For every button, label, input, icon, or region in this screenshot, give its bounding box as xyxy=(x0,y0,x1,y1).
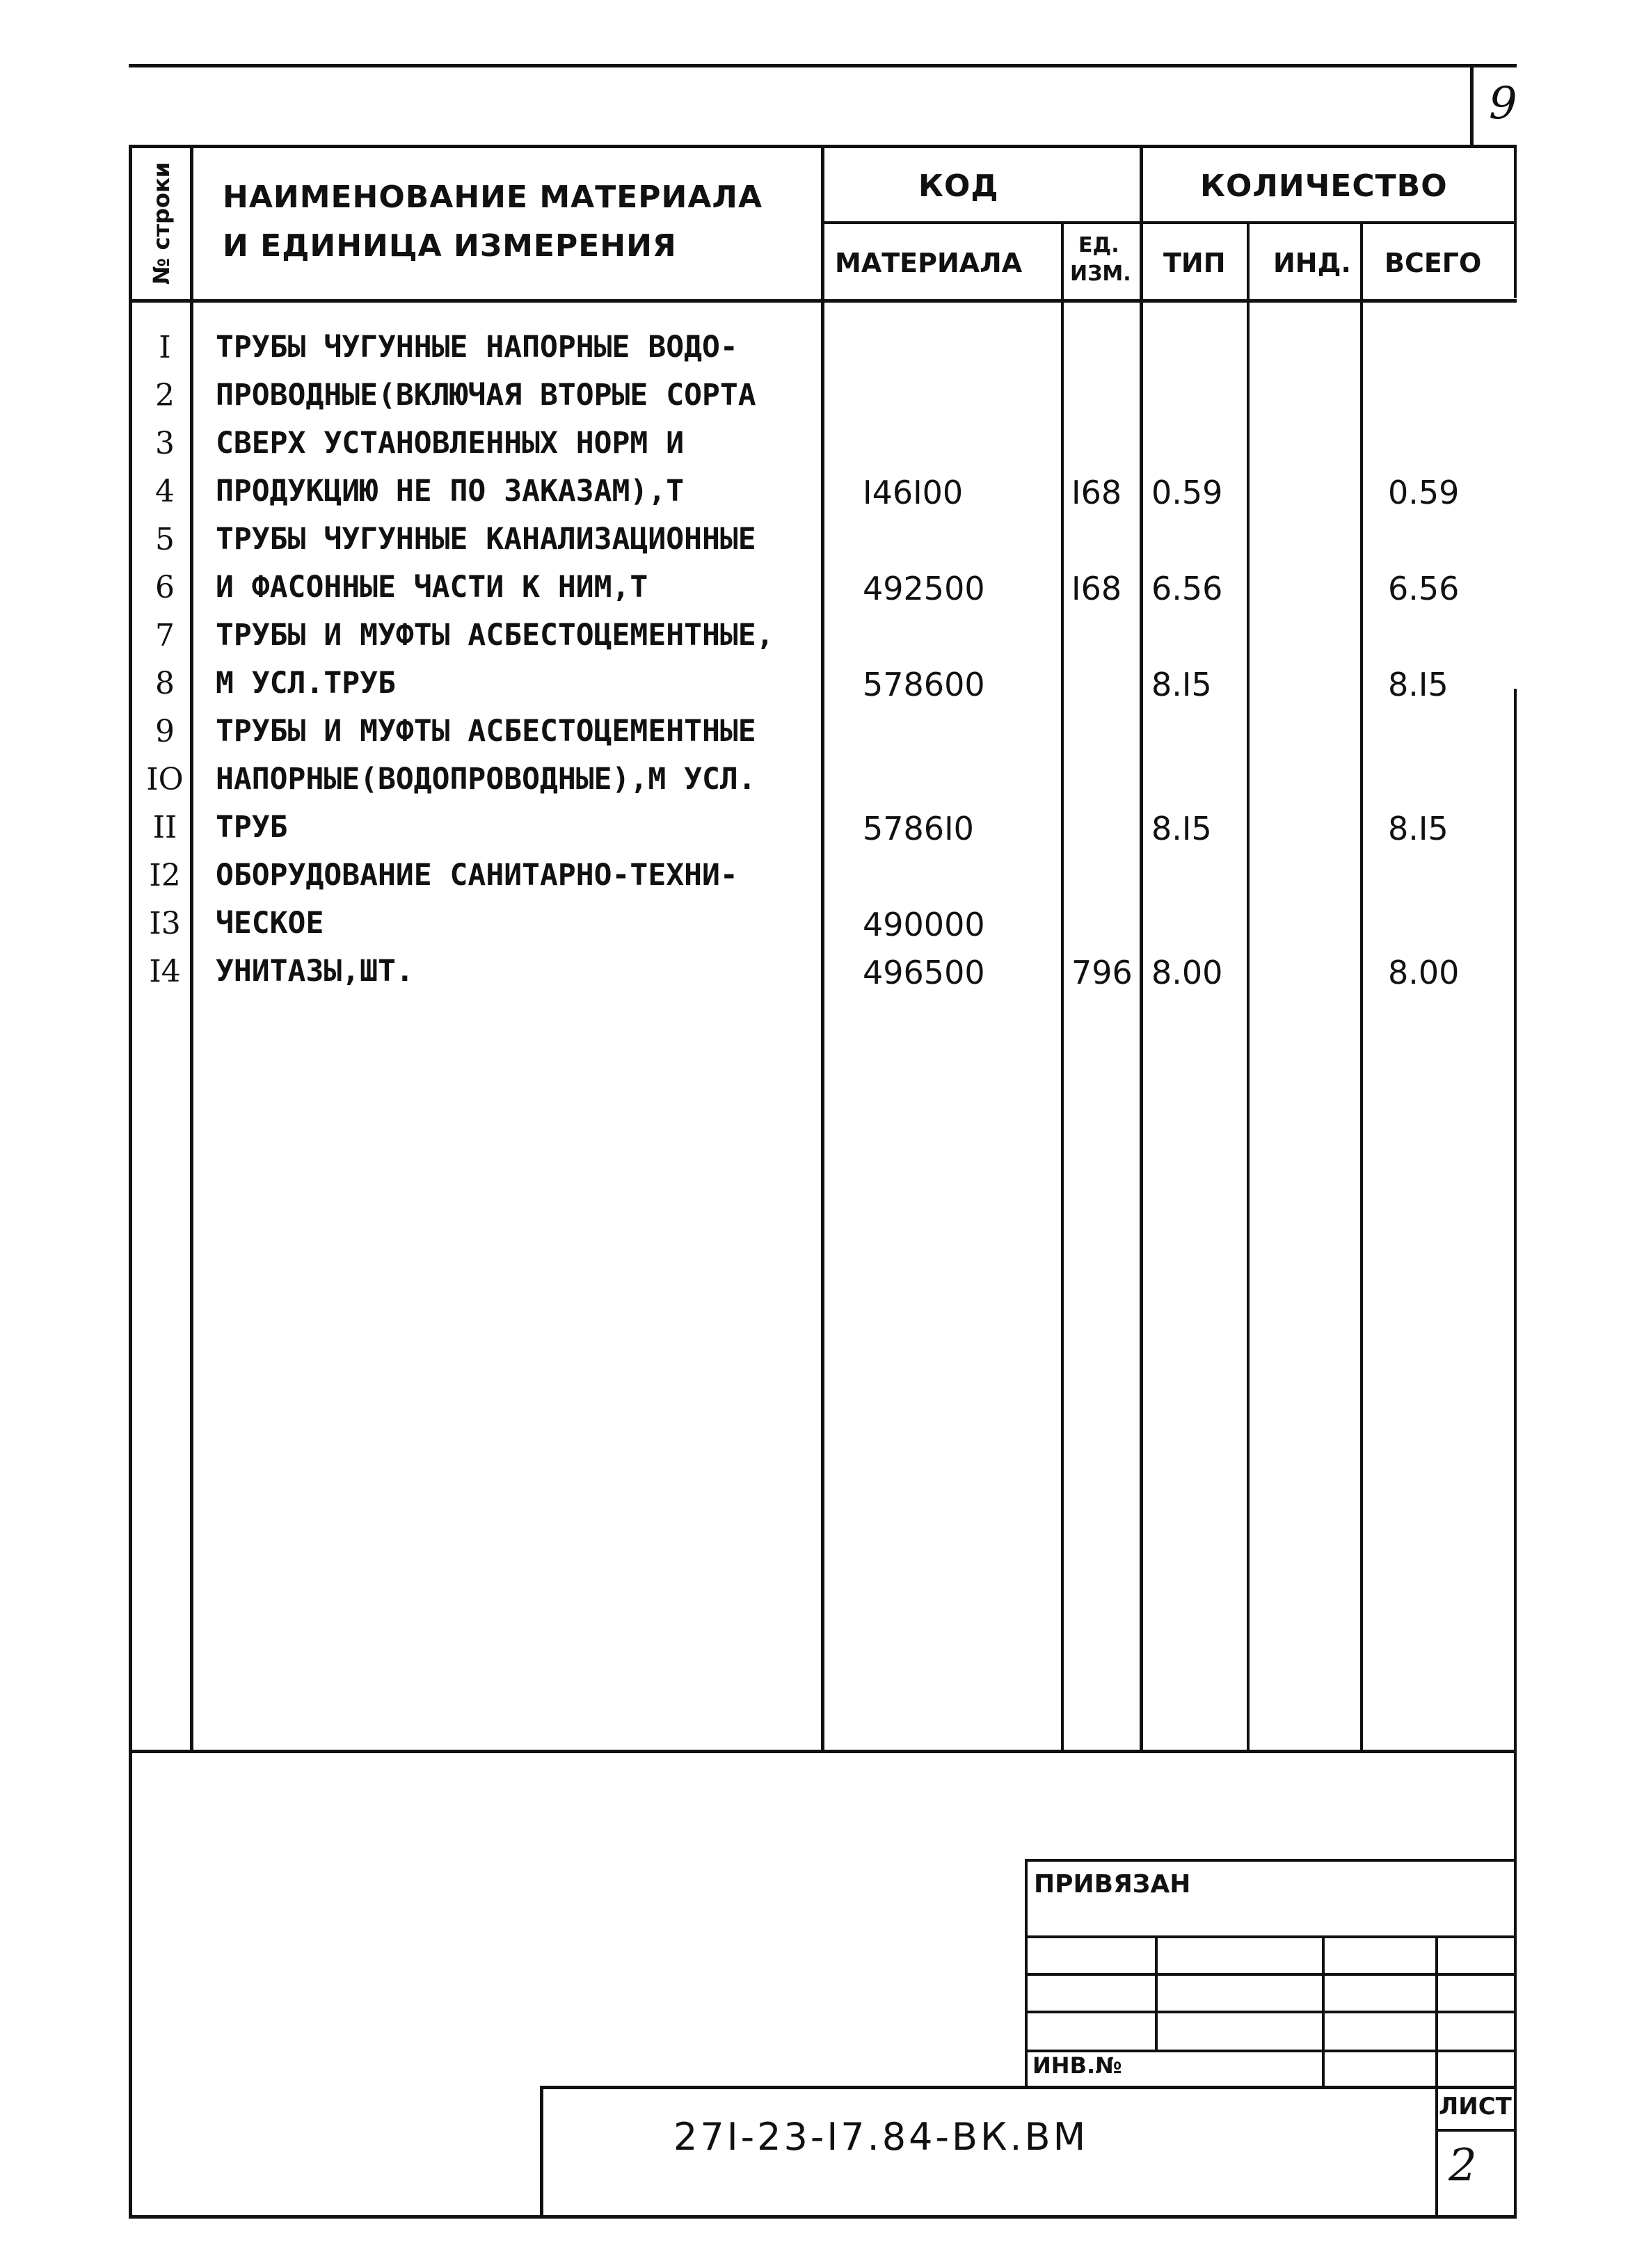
header-code: КОД xyxy=(918,168,999,204)
stamp-grid-line-3 xyxy=(1025,2011,1517,2013)
top-rule xyxy=(129,64,1517,67)
stamp-grid-line-1 xyxy=(1025,1935,1517,1938)
stamp-inv-label: ИНВ.№ xyxy=(1032,2052,1122,2079)
stamp-grid-col-1 xyxy=(1155,1935,1158,2051)
page-number-divider xyxy=(1470,64,1474,146)
unit-code: I68 xyxy=(1071,570,1122,607)
material-name: М УСЛ.ТРУБ xyxy=(216,666,396,701)
header-quantity: КОЛИЧЕСТВО xyxy=(1200,168,1448,204)
col-right-border-lower xyxy=(1514,689,1517,2218)
header-unit-line1: ЕД. xyxy=(1078,233,1119,257)
stamp-sheet-divider xyxy=(1435,2086,1438,2217)
row-number: I2 xyxy=(149,858,181,893)
row-number: I4 xyxy=(149,954,181,989)
unit-code: I68 xyxy=(1071,474,1122,511)
material-name: ПРОДУКЦИЮ НЕ ПО ЗАКАЗАМ),Т xyxy=(216,474,685,509)
quantity-total: 6.56 xyxy=(1388,570,1460,607)
material-name: ТРУБЫ ЧУГУННЫЕ КАНАЛИЗАЦИОННЫЕ xyxy=(216,522,756,557)
row-number: 6 xyxy=(155,570,175,605)
col-divider-code xyxy=(1061,221,1064,1752)
quantity-type: 6.56 xyxy=(1151,570,1223,607)
quantity-type: 8.I5 xyxy=(1151,666,1212,703)
row-number: 8 xyxy=(155,666,175,701)
stamp-grid-col-3 xyxy=(1435,1935,1438,2089)
stamp-grid-line-2 xyxy=(1025,1973,1517,1976)
material-name: ТРУБЫ И МУФТЫ АСБЕСТОЦЕМЕНТНЫЕ xyxy=(216,714,756,749)
stamp-grid-col-2 xyxy=(1322,1935,1325,2089)
document-code: 27I-23-I7.84-ВК.ВМ xyxy=(673,2115,1089,2159)
header-unit-line2: ИЗМ. xyxy=(1070,262,1131,286)
col-divider-rownum xyxy=(190,145,193,1752)
material-code: 5786I0 xyxy=(863,810,974,847)
material-code: 492500 xyxy=(863,570,985,607)
col-divider-name xyxy=(821,145,824,1752)
row-number: I3 xyxy=(149,906,181,941)
row-number: 9 xyxy=(155,714,175,749)
header-subdivider xyxy=(821,221,1517,224)
row-number: IO xyxy=(146,762,184,797)
quantity-type: 8.00 xyxy=(1151,954,1223,991)
row-number: 4 xyxy=(155,474,175,509)
col-divider-type xyxy=(1247,221,1250,1752)
material-name: УНИТАЗЫ,ШТ. xyxy=(216,954,414,989)
quantity-type: 0.59 xyxy=(1151,474,1223,511)
stamp-doc-top xyxy=(540,2086,1517,2089)
material-code: 496500 xyxy=(863,954,985,991)
header-name-line1: НАИМЕНОВАНИЕ МАТЕРИАЛА xyxy=(223,179,763,215)
header-name-line2: И ЕДИНИЦА ИЗМЕРЕНИЯ xyxy=(223,228,677,264)
row-number: I xyxy=(159,330,171,365)
material-name: ПРОВОДНЫЕ(ВКЛЮЧАЯ ВТОРЫЕ СОРТА xyxy=(216,378,756,413)
row-number: II xyxy=(152,810,177,845)
col-divider-ind xyxy=(1360,221,1363,1752)
stamp-linked-label: ПРИВЯЗАН xyxy=(1034,1870,1191,1899)
header-row-number: № строки xyxy=(148,161,175,285)
row-number: 3 xyxy=(155,426,175,461)
quantity-total: 8.I5 xyxy=(1388,810,1449,847)
header-total: ВСЕГО xyxy=(1384,248,1482,278)
stamp-sheet-mid xyxy=(1435,2129,1517,2132)
material-name: ЧЕСКОЕ xyxy=(216,906,324,941)
header-type: ТИП xyxy=(1163,248,1226,278)
header-material: МАТЕРИАЛА xyxy=(835,248,1023,278)
row-number: 7 xyxy=(155,618,175,653)
quantity-type: 8.I5 xyxy=(1151,810,1212,847)
material-code: 578600 xyxy=(863,666,985,703)
col-left-border xyxy=(129,145,132,2218)
page-number: 9 xyxy=(1489,78,1517,129)
col-right-border xyxy=(1514,145,1517,298)
material-name: И ФАСОННЫЕ ЧАСТИ К НИМ,Т xyxy=(216,570,648,605)
quantity-total: 8.00 xyxy=(1388,954,1460,991)
bottom-rule xyxy=(129,2215,1517,2219)
material-name: НАПОРНЫЕ(ВОДОПРОВОДНЫЕ),М УСЛ. xyxy=(216,762,756,797)
row-number: 2 xyxy=(155,378,175,413)
stamp-linked-top xyxy=(1025,1859,1517,1862)
material-code: I46I00 xyxy=(863,474,964,511)
material-name: ОБОРУДОВАНИЕ САНИТАРНО-ТЕХНИ- xyxy=(216,858,738,893)
col-divider-unit xyxy=(1140,145,1143,1752)
material-name: ТРУБЫ ЧУГУННЫЕ НАПОРНЫЕ ВОДО- xyxy=(216,330,738,365)
header-ind: ИНД. xyxy=(1273,248,1351,278)
material-name: СВЕРХ УСТАНОВЛЕННЫХ НОРМ И xyxy=(216,426,685,461)
material-code: 490000 xyxy=(863,906,985,943)
row-number: 5 xyxy=(155,522,175,557)
quantity-total: 0.59 xyxy=(1388,474,1460,511)
material-name: ТРУБЫ И МУФТЫ АСБЕСТОЦЕМЕНТНЫЕ, xyxy=(216,618,774,653)
stamp-doc-left xyxy=(540,2086,543,2217)
material-name: ТРУБ xyxy=(216,810,288,845)
unit-code: 796 xyxy=(1071,954,1133,991)
sheet-label: ЛИСТ xyxy=(1439,2093,1512,2121)
sheet-number: 2 xyxy=(1449,2140,1477,2191)
quantity-total: 8.I5 xyxy=(1388,666,1449,703)
